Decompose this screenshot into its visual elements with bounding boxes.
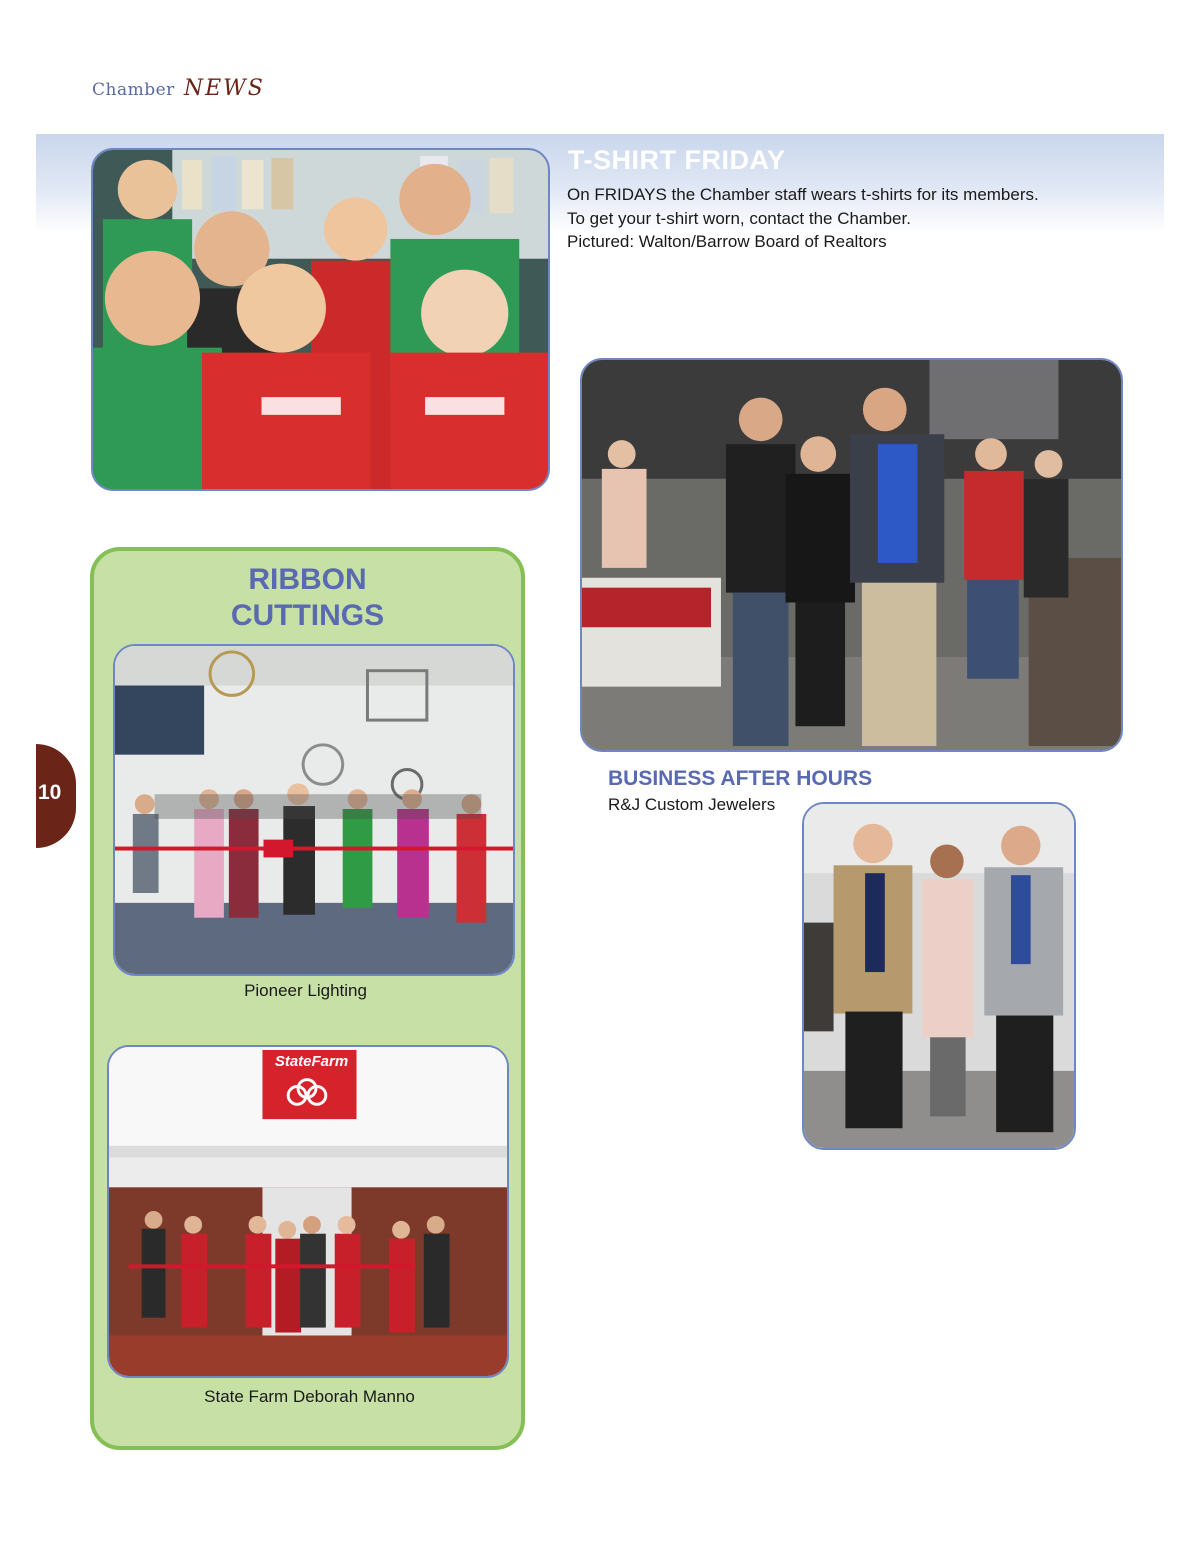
business-after-hours-photo-small [802, 802, 1076, 1150]
header-chamber-label: Chamber [92, 80, 175, 100]
ribbon-cuttings-title [90, 562, 525, 634]
tshirt-friday-line: Pictured: Walton/Barrow Board of Realtors [567, 232, 887, 251]
ribbon-title-line: RIBBON [248, 563, 367, 596]
business-after-hours-title: BUSINESS AFTER HOURS [608, 767, 873, 790]
tshirt-friday-line: To get your t-shirt worn, contact the Chamber. [567, 208, 911, 228]
page-number: 10 [38, 781, 62, 804]
business-after-hours-subtitle: R&J Custom Jewelers [608, 795, 776, 814]
tshirt-friday-line: On FRIDAYS the Chamber staff wears t-shirts for its members. [567, 185, 1039, 204]
pioneer-lighting-caption: Pioneer Lighting [244, 981, 367, 1000]
state-farm-caption: State Farm Deborah Manno [204, 1387, 415, 1406]
page-header [92, 76, 265, 101]
tshirt-friday-text [567, 183, 1039, 254]
header-news-label: NEWS [183, 76, 265, 101]
state-farm-photo [107, 1045, 509, 1378]
ribbon-title-line: CUTTINGS [230, 599, 385, 632]
tshirt-friday-title: T-SHIRT FRIDAY [568, 145, 786, 175]
business-after-hours-photo-large [580, 358, 1123, 752]
tshirt-friday-photo [91, 148, 550, 491]
state-farm-sign-text: StateFarm [274, 1053, 349, 1070]
pioneer-lighting-photo [113, 644, 515, 976]
